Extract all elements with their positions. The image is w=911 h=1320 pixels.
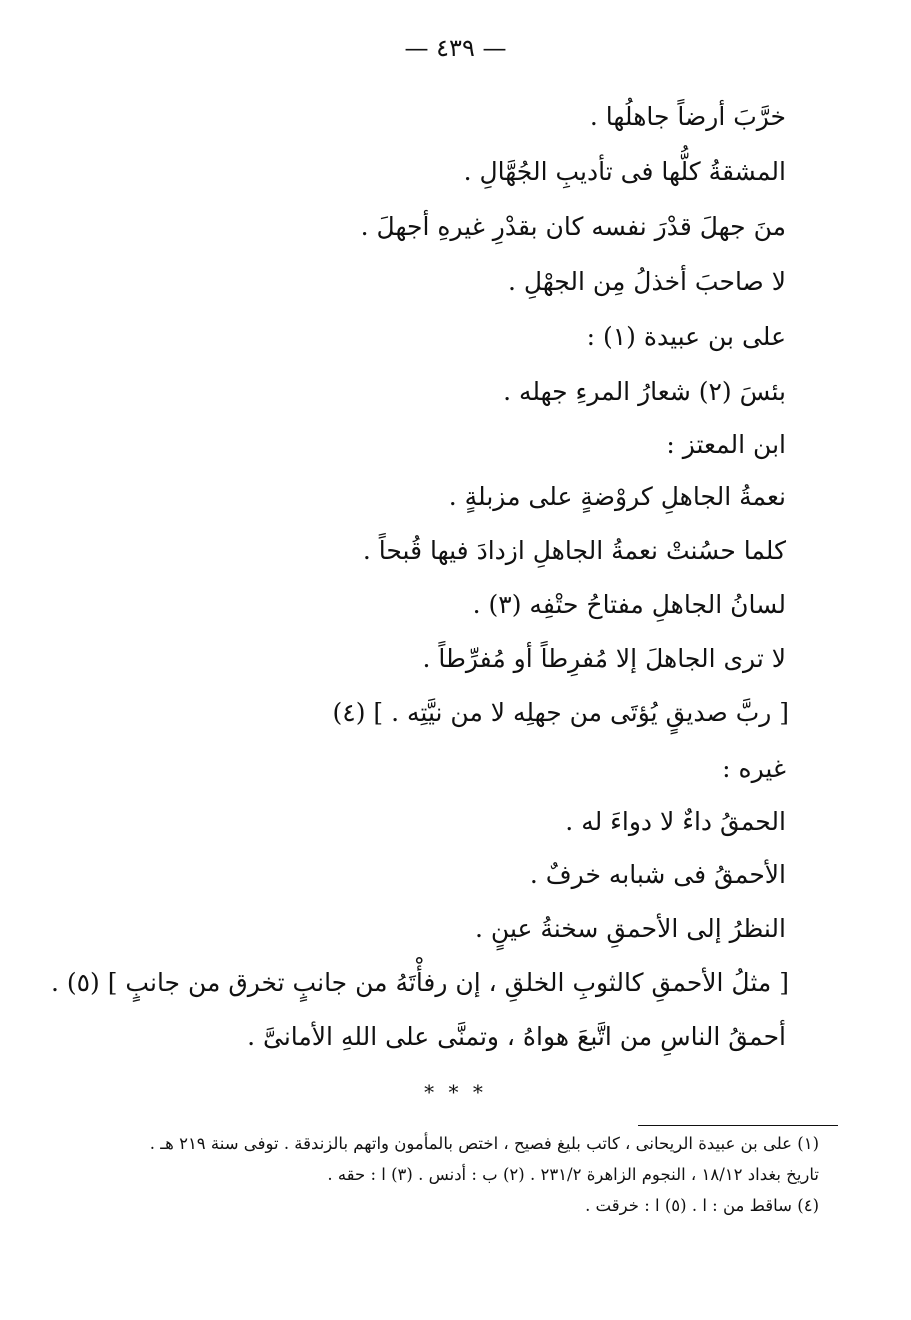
text-line: خرَّبَ أرضاً جاهلُها . <box>589 102 786 131</box>
text-line: نعمةُ الجاهلِ كروْضةٍ على مزبلةٍ . <box>448 482 786 511</box>
text-line: لسانُ الجاهلِ مفتاحُ حتْفِه (٣) . <box>472 590 786 619</box>
text-line: كلما حسُنتْ نعمةُ الجاهلِ ازدادَ فيها قُبحاً . <box>362 536 786 565</box>
text-line: منَ جهلَ قدْرَ نفسه كان بقدْرِ غيرهِ أجهلَ . <box>360 212 786 241</box>
text-line: النظرُ إلى الأحمقِ سخنةُ عينٍ . <box>475 914 786 943</box>
footnote-line: (١) على بن عبيدة الريحانى ، كاتب بليغ فصيح ، اختص بالمأمون واتهم بالزندقة . توفى سنة ٢١٩ هـ . <box>149 1134 819 1153</box>
text-line: المشقةُ كلُّها فى تأديبِ الجُهَّالِ . <box>463 157 786 186</box>
text-line: لا ترى الجاهلَ إلا مُفرِطاً أو مُفرِّطاً . <box>422 644 786 673</box>
text-line: الحمقُ داءٌ لا دواءَ له . <box>565 807 786 836</box>
footnote-rule <box>638 1125 838 1126</box>
text-line: ابن المعتز : <box>666 430 786 459</box>
section-separator: * * * <box>424 1080 487 1104</box>
text-line: أحمقُ الناسِ من اتَّبعَ هواهُ ، وتمنَّى على اللهِ الأمانىَّ . <box>247 1022 786 1051</box>
text-line: [ ربَّ صديقٍ يُؤتَى من جهلِه لا من نيَّتِه . ] (٤) <box>332 698 789 727</box>
text-line: الأحمقُ فى شبابه خرفٌ . <box>529 860 786 889</box>
text-line: غيره : <box>722 754 786 783</box>
text-line: بئسَ (٢) شعارُ المرءِ جهله . <box>503 377 786 406</box>
footnote-line: تاريخ بغداد ١٨/١٢ ، النجوم الزاهرة ٢٣١/٢ . (٢) ب : أدنس . (٣) ا : حقه . <box>327 1165 819 1184</box>
footnote-line: (٤) ساقط من : ا . (٥) ا : خرقت . <box>585 1196 819 1215</box>
page-number: — ٤٣٩ — <box>404 34 507 62</box>
text-line: [ مثلُ الأحمقِ كالثوبِ الخلقِ ، إن رفأْتَهُ من جانبٍ تخرق من جانبٍ ] (٥) . <box>50 968 789 997</box>
text-line: على بن عبيدة (١) : <box>586 322 786 351</box>
text-line: لا صاحبَ أخذلُ مِن الجهْلِ . <box>507 267 786 296</box>
